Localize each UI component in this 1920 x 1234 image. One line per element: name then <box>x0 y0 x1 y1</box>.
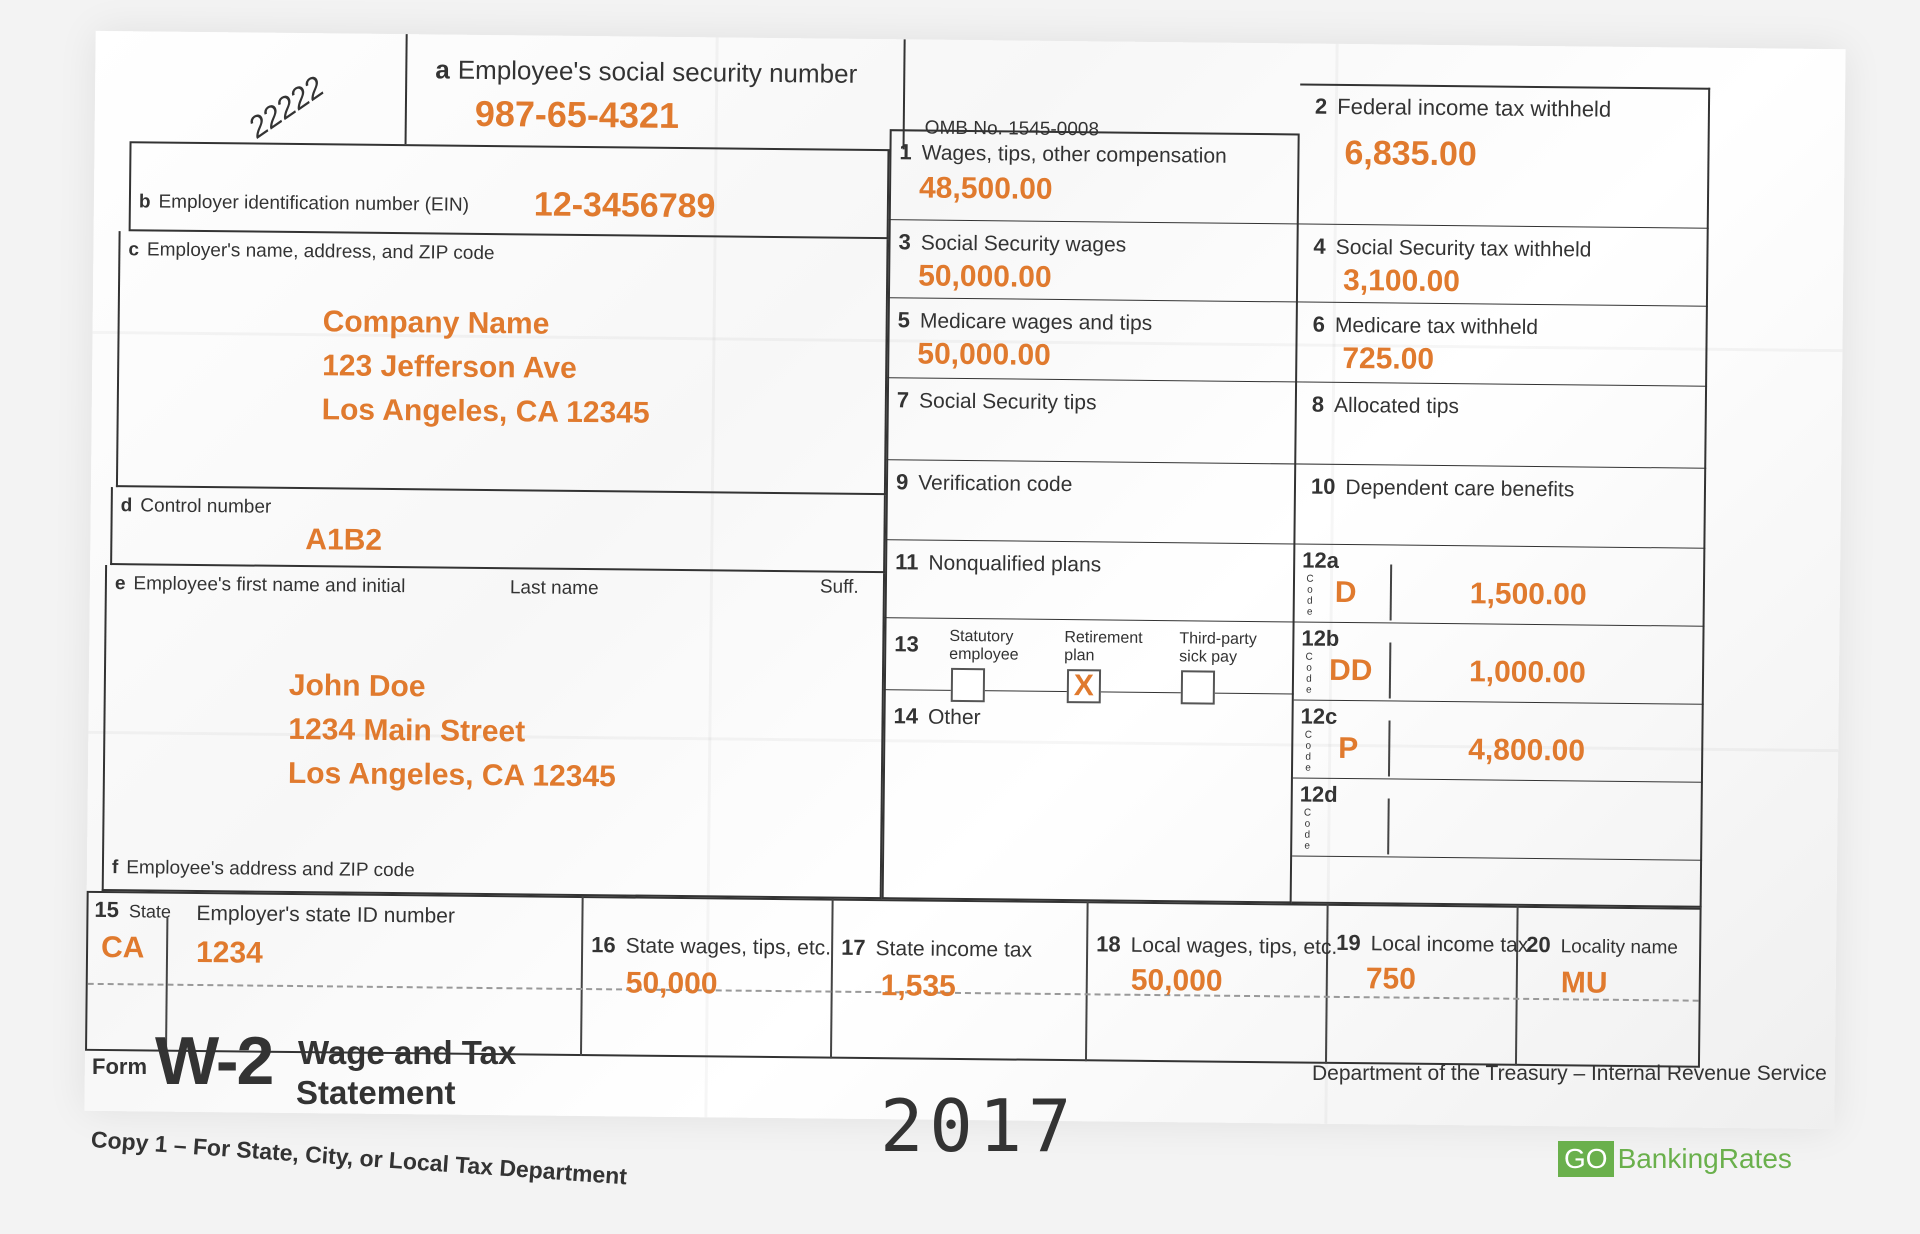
state-code[interactable]: CA <box>100 930 145 965</box>
code-letter: e <box>1305 762 1311 774</box>
box-d-letter: d <box>120 495 133 517</box>
box3-label <box>898 229 1126 257</box>
thirdparty-label-2: sick pay <box>1179 648 1238 666</box>
statutory-label-2: employee <box>949 645 1019 664</box>
thirdparty-label-1: Third-party <box>1179 630 1257 649</box>
code-letter: e <box>1304 840 1311 852</box>
box12d-label: 12d <box>1299 781 1338 807</box>
box-d-label <box>121 495 272 519</box>
code-letter: C <box>1304 729 1313 741</box>
box2-value[interactable]: 6,835.00 <box>1344 133 1478 174</box>
box-a-label <box>435 54 857 89</box>
box10-label <box>1311 474 1575 503</box>
box8-number: 8 <box>1311 391 1325 417</box>
irs-department: Department of the Treasury – Internal Revenue Service <box>1312 1062 1827 1085</box>
box14-number: 14 <box>893 703 919 729</box>
box12b-code-label <box>1304 652 1314 696</box>
box-b <box>129 141 890 239</box>
statutory-employee-checkbox[interactable] <box>951 668 985 702</box>
box1-value[interactable]: 48,500.00 <box>918 171 1053 206</box>
code-letter: o <box>1306 662 1312 674</box>
box20-number: 20 <box>1526 931 1551 958</box>
brand-logo <box>1558 1138 1792 1180</box>
box-e-label-first: Employee's first name and initial <box>133 573 406 598</box>
box12a-code-label <box>1305 574 1315 618</box>
box9-label-text: Verification code <box>918 471 1073 497</box>
box7-label <box>897 387 1097 415</box>
box2-label <box>1315 94 1611 123</box>
box16-number: 16 <box>591 932 616 958</box>
box-c-label <box>128 239 494 265</box>
box-a-letter: a <box>435 54 450 85</box>
box2-label-text: Federal income tax withheld <box>1337 93 1612 122</box>
box2-number: 2 <box>1314 93 1328 119</box>
box12a-label: 12a <box>1302 547 1340 573</box>
box11-label <box>895 549 1101 577</box>
code-letter: o <box>1305 740 1312 752</box>
box4-value[interactable]: 3,100.00 <box>1342 263 1461 299</box>
box8-label <box>1312 392 1459 420</box>
box13-number <box>894 631 929 657</box>
retirement-label-1: Retirement <box>1064 629 1143 647</box>
employee-name[interactable]: John Doe <box>288 668 426 704</box>
box16-label <box>591 932 831 961</box>
thirdparty-sick-pay-checkbox[interactable] <box>1181 670 1215 704</box>
code-letter: C <box>1305 651 1313 663</box>
w2-paper <box>84 31 1845 1129</box>
retirement-label <box>1064 629 1143 666</box>
box1-number: 1 <box>899 139 912 165</box>
box18-label <box>1096 931 1337 960</box>
tax-year: 2017 <box>880 1084 1078 1168</box>
box12d-code-label <box>1302 808 1312 852</box>
state-id[interactable]: 1234 <box>195 935 263 970</box>
box5-label <box>898 307 1153 336</box>
box3-value[interactable]: 50,000.00 <box>918 259 1052 294</box>
ssn-value[interactable]: 987-65-4321 <box>474 92 680 136</box>
box12b-label: 12b <box>1301 625 1340 651</box>
box-c-label-text: Employer's name, address, and ZIP code <box>146 239 495 265</box>
box-c-letter: c <box>128 239 140 261</box>
box12c-code[interactable]: P <box>1338 731 1359 766</box>
box17-label-text: State income tax <box>875 937 1033 962</box>
brand-name: BankingRates <box>1617 1143 1792 1174</box>
box-e-label <box>115 573 406 598</box>
box6-label-text: Medicare tax withheld <box>1334 313 1539 339</box>
box6-number: 6 <box>1312 311 1326 337</box>
box4-number: 4 <box>1313 233 1326 259</box>
box-e-label-last: Last name <box>509 577 599 600</box>
box19-number: 19 <box>1336 929 1361 956</box>
box-a-label-text: Employee's social security number <box>457 54 858 89</box>
box12c-label: 12c <box>1300 703 1338 729</box>
box16-value[interactable]: 50,000 <box>625 966 718 1001</box>
box4-label-text: Social Security tax withheld <box>1335 235 1592 262</box>
box-b-label-text: Employer identification number (EIN) <box>158 191 470 216</box>
box19-label <box>1336 930 1528 958</box>
ein-value[interactable]: 12-3456789 <box>533 185 716 226</box>
box18-value[interactable]: 50,000 <box>1130 963 1223 998</box>
box5-label-text: Medicare wages and tips <box>919 309 1153 335</box>
box15-label-text: State <box>128 901 172 922</box>
box19-label-text: Local income tax <box>1370 932 1529 957</box>
box15-id-label: Employer's state ID number <box>196 901 456 928</box>
w2-form <box>84 31 1845 1129</box>
box19-value[interactable]: 750 <box>1365 962 1417 996</box>
box9-number: 9 <box>895 469 909 495</box>
box-f-letter: f <box>111 857 119 879</box>
box1-label-text: Wages, tips, other compensation <box>921 141 1227 168</box>
box17-label <box>841 935 1032 963</box>
form-title-1: Wage and Tax <box>298 1034 517 1071</box>
form-id: 22222 <box>242 70 331 145</box>
box14-label <box>893 703 980 730</box>
box9-label <box>896 469 1073 497</box>
box12a-code[interactable]: D <box>1334 575 1357 610</box>
employee-street[interactable]: 1234 Main Street <box>288 712 526 749</box>
code-letter: o <box>1307 584 1313 596</box>
retirement-plan-checkbox[interactable]: X <box>1067 669 1101 703</box>
box20-label <box>1526 932 1678 960</box>
box5-number: 5 <box>897 307 911 333</box>
box5-value[interactable]: 50,000.00 <box>917 337 1051 372</box>
form-name: W-2 <box>155 1023 273 1099</box>
employer-street[interactable]: 123 Jefferson Ave <box>322 349 577 385</box>
box14-label-text: Other <box>927 705 981 730</box>
employer-city[interactable]: Los Angeles, CA 12345 <box>321 393 650 430</box>
box11-label-text: Nonqualified plans <box>928 551 1102 577</box>
box1-label <box>899 139 1227 168</box>
box20-value[interactable]: MU <box>1560 966 1608 1000</box>
code-letter: d <box>1306 595 1313 607</box>
code-letter: C <box>1306 573 1314 585</box>
retirement-label-2: plan <box>1064 647 1095 665</box>
box13-number-text: 13 <box>894 631 919 657</box>
thirdparty-label <box>1179 630 1257 667</box>
box11-number: 11 <box>895 549 919 575</box>
box17-number: 17 <box>841 934 866 960</box>
box6-value[interactable]: 725.00 <box>1342 341 1435 376</box>
box6-label <box>1313 312 1539 340</box>
code-letter: d <box>1304 829 1311 841</box>
code-letter: d <box>1305 751 1312 763</box>
box10-number: 10 <box>1310 473 1336 499</box>
box-e-label-suff: Suff. <box>819 576 859 598</box>
omb-number: OMB No. 1545-0008 <box>924 117 1100 141</box>
control-number[interactable]: A1B2 <box>305 523 383 557</box>
employee-city[interactable]: Los Angeles, CA 12345 <box>287 756 616 794</box>
code-letter: d <box>1306 673 1312 685</box>
box16-label-text: State wages, tips, etc. <box>625 934 832 960</box>
box20-label-text: Locality name <box>1560 936 1679 959</box>
box3-label-text: Social Security wages <box>920 231 1127 257</box>
code-letter: e <box>1306 684 1312 696</box>
box12b-code[interactable]: DD <box>1328 653 1373 688</box>
code-letter: C <box>1303 807 1312 819</box>
code-letter: o <box>1304 818 1311 830</box>
box3-number: 3 <box>898 229 911 255</box>
box12b-value[interactable]: 1,000.00 <box>1468 655 1587 690</box>
code-letter: e <box>1306 606 1313 618</box>
box15-label <box>94 897 171 924</box>
box12c-code-label <box>1303 730 1313 774</box>
box12a-value[interactable]: 1,500.00 <box>1469 577 1587 612</box>
statutory-label-1: Statutory <box>949 627 1014 646</box>
box-f-label <box>112 857 415 882</box>
form-word: Form <box>92 1054 147 1079</box>
box7-label-text: Social Security tips <box>919 389 1097 415</box>
employer-name[interactable]: Company Name <box>322 305 550 341</box>
box-f-label-text: Employee's address and ZIP code <box>126 857 415 882</box>
box18-number: 18 <box>1096 931 1121 957</box>
brand-go: GO <box>1558 1141 1614 1177</box>
box15-number: 15 <box>94 896 120 923</box>
box12c-value[interactable]: 4,800.00 <box>1468 733 1586 768</box>
box-b-label <box>139 191 469 216</box>
box8-label-text: Allocated tips <box>1333 393 1460 419</box>
box17-value[interactable]: 1,535 <box>880 969 956 1003</box>
box-d-label-text: Control number <box>140 495 272 518</box>
box-b-letter: b <box>138 191 151 213</box>
copy-statement: Copy 1 – For State, City, or Local Tax Department <box>90 1126 628 1190</box>
box7-number: 7 <box>896 387 910 413</box>
statutory-label <box>949 628 1019 665</box>
form-title-2: Statement <box>296 1074 456 1111</box>
box18-label-text: Local wages, tips, etc. <box>1130 933 1338 959</box>
box4-label <box>1313 234 1591 263</box>
box10-label-text: Dependent care benefits <box>1345 475 1575 502</box>
box-e-letter: e <box>114 573 126 595</box>
